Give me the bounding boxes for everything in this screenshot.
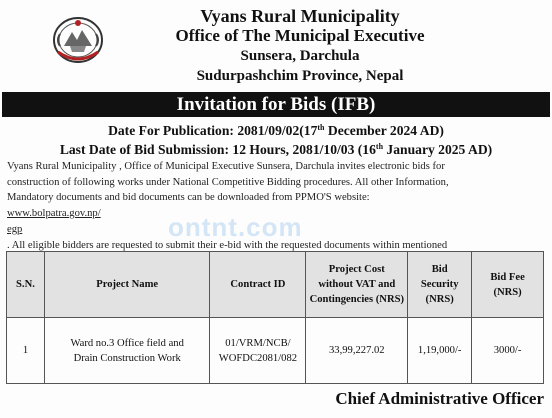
publication-date-suffix: December 2024 AD) <box>324 123 444 138</box>
submission-deadline-prefix: Last Date of Bid Submission: 12 Hours, 2081/10/03 (16 <box>59 142 376 157</box>
cell-contract-id <box>210 318 306 384</box>
government-emblem-icon <box>50 12 106 66</box>
table-row <box>7 318 544 384</box>
cell-text: WOFDC2081/082 <box>218 352 298 364</box>
notice-title-banner: Invitation for Bids (IFB) <box>2 92 550 117</box>
header-sn <box>7 252 45 318</box>
header-text: Bid <box>431 264 448 275</box>
header-text: Contract ID <box>230 279 286 290</box>
body-text: . All eligible bidders are requested to submit their e-bid with the requested documents within mentioned <box>7 239 448 251</box>
cell-text: Ward no.3 Office field and <box>70 337 184 349</box>
body-line: construction of following works under National Competitive Bidding procedures. All other Information, <box>7 176 449 188</box>
cell-bid-security: 1,19,000/- <box>408 318 472 384</box>
office-header <box>110 6 490 86</box>
cell-bid-fee: 3000/- <box>472 318 544 384</box>
province-country: Sudurpashchim Province, Nepal <box>196 68 404 84</box>
watermark-text: ontnt.com <box>168 212 303 242</box>
header-text: Security <box>420 279 459 290</box>
municipality-name: Vyans Rural Municipality <box>200 6 400 26</box>
cell-sn: 1 <box>7 318 45 384</box>
header-text: S.N. <box>16 279 35 290</box>
cell-text: 01/VRM/NCB/ <box>225 337 291 349</box>
office-location: Sunsera, Darchula <box>240 48 360 64</box>
office-name: Office of The Municipal Executive <box>175 26 425 45</box>
header-bid-fee <box>472 252 544 318</box>
body-text: Mandatory documents and bid documents can be downloaded from PPMO'S website: <box>7 192 370 204</box>
header-contract-id <box>210 252 306 318</box>
ppmo-website-link-continued[interactable]: egp <box>7 223 23 235</box>
cell-project-name <box>44 318 210 384</box>
table-header-row <box>7 252 544 318</box>
header-text: Project Name <box>96 279 159 290</box>
header-project-name <box>44 252 210 318</box>
bids-table <box>6 251 544 384</box>
signatory-title: Chief Administrative Officer <box>335 389 544 408</box>
header-text: Project Cost <box>328 264 385 275</box>
header-text: without VAT and <box>318 279 396 290</box>
header-text: (NRS) <box>493 286 522 298</box>
publication-date-ordinal: th <box>317 123 325 132</box>
body-line: Vyans Rural Municipality , Office of Municipal Executive Sunsera, Darchula invites electronic bids for <box>7 161 445 172</box>
submission-deadline-suffix: January 2025 AD) <box>383 142 493 157</box>
notice-dates <box>0 121 552 159</box>
publication-date <box>0 121 552 140</box>
publication-date-prefix: Date For Publication: 2081/09/02(17 <box>108 123 318 138</box>
ppmo-website-link[interactable]: www.bolpatra.gov.np/ <box>7 208 101 220</box>
header-text: Bid Fee <box>490 271 525 283</box>
submission-deadline <box>0 140 552 159</box>
header-bid-security <box>408 252 472 318</box>
header-project-cost <box>306 252 408 318</box>
cell-text: Drain Construction Work <box>73 352 181 364</box>
submission-deadline-ordinal: th <box>375 142 384 151</box>
header-text: (NRS) <box>425 294 454 305</box>
header-text: Contingencies (NRS) <box>309 294 405 305</box>
cell-project-cost: 33,99,227.02 <box>306 318 408 384</box>
